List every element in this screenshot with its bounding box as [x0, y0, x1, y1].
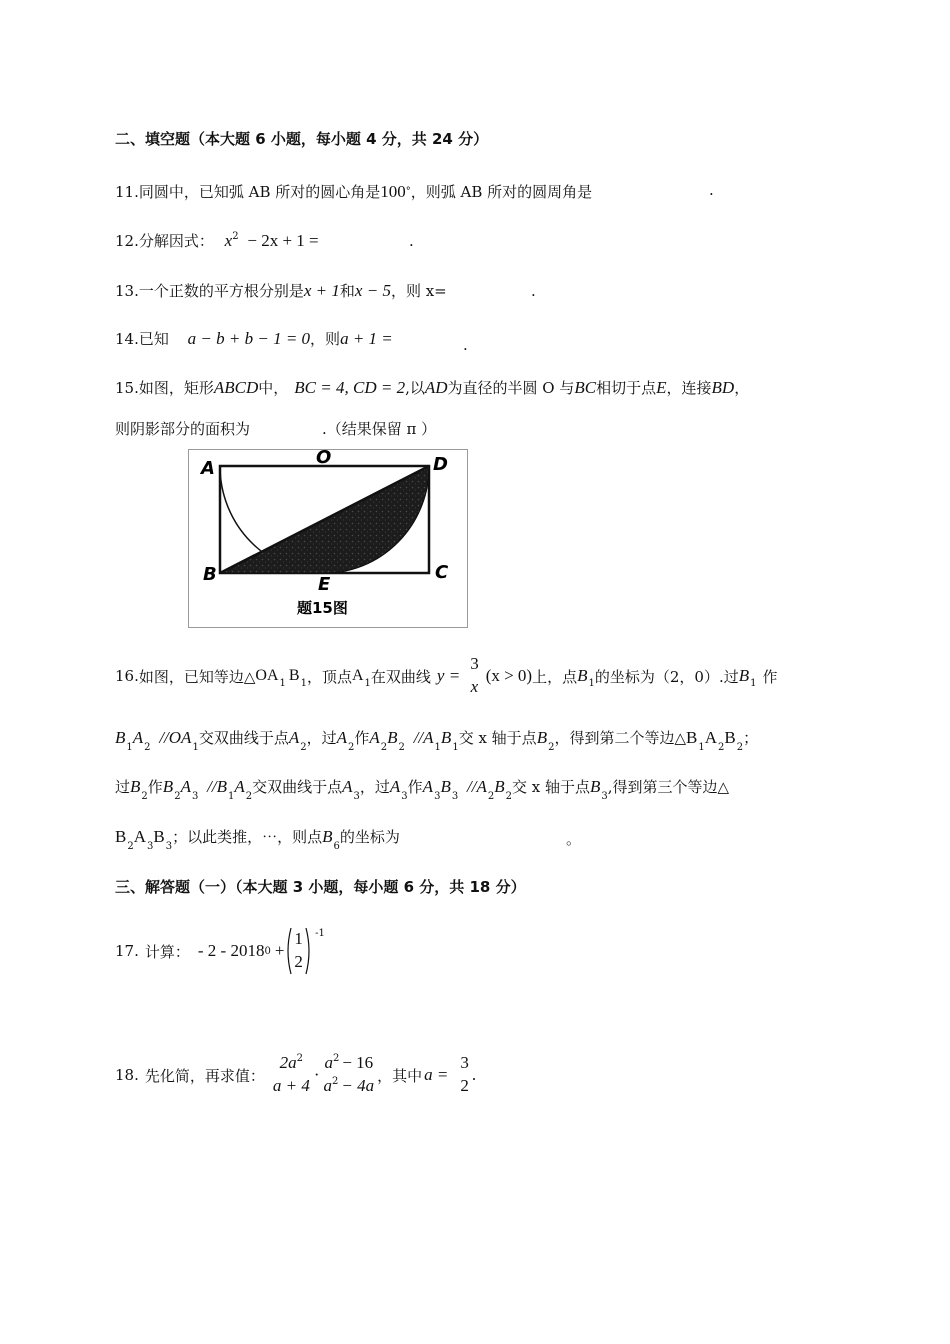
q16-sub: 1 [227, 791, 235, 802]
q12-number: 12. [115, 232, 139, 250]
q16-text: 上，点 [532, 667, 578, 686]
q15-bd: BD [711, 378, 735, 397]
q16-text: ，顶点 [306, 667, 352, 686]
q18-f2-num-exp: 2 [332, 1053, 340, 1065]
question-16-line-4 [115, 826, 400, 852]
q16-b: B [440, 777, 451, 796]
q17-fraction [294, 928, 303, 974]
q16-text: 的坐标为 [339, 828, 400, 846]
q16-b: B [724, 728, 736, 747]
q16-a: A [423, 728, 434, 747]
q15-abcd: ABCD [213, 378, 259, 397]
label-c: C [435, 562, 449, 583]
section-2-heading: 二、填空题（本大题 6 小题，每小题 4 分，共 24 分） [115, 130, 489, 148]
q15-bc: BC [574, 378, 597, 397]
q14-expression2: a + 1 = [340, 329, 393, 348]
q18-value-numerator: 3 [460, 1053, 469, 1073]
q16-sub: 3 [451, 791, 459, 802]
q18-value-fraction [460, 1052, 469, 1098]
q16-sub: 2 [736, 742, 744, 753]
q11-number: 11. [115, 183, 139, 201]
q17-right-paren [305, 926, 313, 976]
q14-expression: a − b + b − 1 = 0 [187, 329, 311, 348]
label-o: O [316, 450, 332, 468]
q18-fraction-2 [324, 1052, 375, 1098]
q16-a: A [180, 777, 191, 796]
label-b: B [203, 564, 217, 585]
q17-fraction-numerator: 1 [294, 929, 303, 949]
q14-text: 已知 [138, 330, 169, 348]
q18-text2: ，其中 [377, 1066, 423, 1085]
q13-end: . [531, 282, 536, 300]
q18-value-denominator: 2 [460, 1076, 469, 1095]
q16-sub: 2 [380, 742, 388, 753]
q16-sub: 3 [434, 791, 441, 802]
q17-expression: - 2 - 2018 [197, 941, 265, 960]
q13-expr2: x − 5 [354, 281, 391, 300]
q15-number: 15. [115, 379, 139, 397]
q16-b: B [216, 777, 227, 796]
q17-exponent: -1 [315, 928, 325, 939]
q16-b: B [589, 777, 601, 796]
q18-number: 18. [115, 1066, 139, 1084]
q16-sub: 1 [126, 742, 133, 753]
q16-text: 如图，已知等边△ [138, 667, 256, 686]
q16-sub: 1 [434, 742, 441, 753]
q16-sub: 1 [750, 677, 757, 689]
q16-text: ，过 [359, 778, 390, 796]
question-16-line-3 [115, 776, 730, 802]
q16-a: A [704, 728, 717, 747]
q12-text: 分解因式： [138, 232, 214, 250]
q16-b1: B [577, 666, 588, 685]
q15-text: ，连接 [666, 379, 712, 397]
figure-15 [188, 449, 468, 628]
q16-text: 作 [354, 729, 370, 747]
q17-number: 17. [115, 942, 139, 960]
q16-a: A [132, 728, 144, 747]
q16-sub: 2 [505, 791, 512, 802]
q18-a-equals: a = [424, 1065, 449, 1084]
q16-a: A [336, 728, 347, 747]
q14-text2: ，则 [310, 330, 341, 348]
q16-y-equals: y = [436, 666, 461, 685]
q16-text: 交 x 轴于点 [458, 729, 537, 747]
q16-sub: 2 [487, 791, 495, 802]
question-12 [115, 230, 319, 251]
q13-expr1: x + 1 [303, 281, 340, 300]
q17-left-paren [284, 926, 292, 976]
q16-b1: B [738, 666, 750, 685]
q16-a: A [422, 777, 434, 796]
q15-ad: AD [424, 378, 448, 397]
q16-fraction [470, 653, 479, 699]
q16-sub: 2 [144, 742, 151, 753]
q16-sub: 2 [141, 791, 148, 802]
q11-end: . [709, 181, 714, 199]
q16-sub: 3 [401, 791, 408, 802]
q16-oa: OA [168, 728, 192, 747]
q16-sub: 6 [333, 841, 340, 852]
q16-b: B [130, 777, 141, 796]
q16-b: B [387, 728, 398, 747]
q16-sub: 1 [698, 742, 705, 753]
q15-text: 为直径的半圆 O 与 [447, 379, 575, 397]
q16-sub: 2 [174, 791, 181, 802]
q15-text: ， [734, 379, 750, 397]
q16-sub: 1 [452, 742, 459, 753]
q18-text: 先化简，再求值： [144, 1066, 265, 1085]
q16-b: B [153, 827, 165, 846]
q16-text: 交 x 轴于点 [511, 778, 590, 796]
q16-b: B [322, 827, 333, 846]
q16-a: A [351, 667, 364, 684]
q13-number: 13. [115, 282, 139, 300]
label-e: E [318, 574, 331, 595]
question-17 [115, 922, 325, 980]
q16-sub: 3 [601, 791, 608, 802]
question-16-line-2 [115, 727, 759, 753]
q16-text: 过 [115, 778, 131, 796]
figure-15-diagram [189, 450, 467, 627]
q16-condition: (x > 0) [485, 666, 533, 685]
q16-b: B [686, 728, 698, 747]
q16-b: B [536, 728, 548, 747]
q16-text: ,得到第三个等边△ [607, 778, 730, 796]
q16-a: A [342, 777, 353, 796]
q16-text: ；以此类推，⋯，则点 [172, 828, 323, 846]
q16-sub: 1 [588, 677, 595, 689]
q13-and: 和 [339, 282, 355, 300]
q16-text: 在双曲线 [370, 667, 431, 686]
q16-sub: 3 [353, 791, 360, 802]
q18-dot: · [313, 1065, 320, 1084]
q16-b: B [115, 728, 126, 747]
q12-end: . [409, 232, 414, 250]
label-d: D [433, 454, 448, 475]
q18-f2-num-b: − 16 [342, 1053, 374, 1073]
label-a: A [201, 458, 215, 479]
q16-text: 作 [147, 778, 163, 796]
question-14 [115, 328, 393, 349]
q16-a: A [133, 827, 146, 846]
q16-a: A [389, 777, 401, 796]
figure-caption: 题15图 [297, 599, 348, 617]
q16-sub: 2 [127, 841, 134, 852]
q16-a: A [234, 777, 245, 796]
q18-end: . [471, 1065, 477, 1084]
q16-sub: 3 [165, 841, 173, 852]
q16-sub: 1 [300, 677, 307, 689]
q15-e: E [656, 378, 667, 397]
q16-a: A [476, 777, 487, 796]
q18-f1-denominator: a + 4 [272, 1076, 310, 1095]
q15-text: 中， [258, 379, 289, 397]
q16-b: B [440, 728, 452, 747]
q16-sub: 2 [548, 742, 555, 753]
question-11 [115, 181, 592, 202]
q16-text: 的坐标为（2，0）.过 [594, 667, 739, 686]
q16-b: B [288, 667, 300, 684]
q15-line2-start: 则阴影部分的面积为 [115, 420, 251, 438]
q17-text: 计算： [144, 942, 190, 961]
q18-f2-den-exp: 2 [332, 1076, 339, 1087]
q16-text: 交双曲线于点 [252, 778, 343, 796]
q16-sub: 1 [192, 742, 199, 753]
q18-f1-exponent: 2 [296, 1053, 304, 1065]
q11-text2: ，则弧 AB 所对的圆周角是 [410, 183, 593, 201]
q16-text: ，得到第二个等边△ [554, 729, 686, 747]
q17-zero-exponent: 0 [264, 945, 271, 957]
q14-end: . [463, 336, 468, 354]
q16-sub: 2 [348, 742, 355, 753]
q16-sub: 2 [398, 742, 405, 753]
q16-b: B [115, 827, 127, 846]
q16-sub: 2 [718, 742, 725, 753]
q15-line2-end: .（结果保留 π ） [322, 420, 437, 438]
q16-sub: 2 [300, 742, 307, 753]
q16-text: 作 [407, 778, 423, 796]
q18-f2-num-a: a [324, 1053, 333, 1073]
q16-text: ，过 [306, 729, 337, 747]
q16-end: 。 [566, 830, 582, 848]
q11-degree: 100 [380, 182, 406, 201]
q15-text: 如图，矩形 [138, 379, 214, 397]
q11-text: 同圆中，已知弧 AB 所对的圆心角是 [138, 183, 381, 201]
q18-f2-den-b: − 4a [341, 1076, 375, 1095]
q16-fraction-denominator: x [470, 677, 479, 696]
q16-sub: 1 [279, 677, 286, 689]
question-15-line-1 [115, 377, 749, 398]
q16-number: 16. [115, 667, 139, 685]
q16-a: A [288, 728, 300, 747]
q13-text: 一个正数的平方根分别是 [138, 282, 304, 300]
question-13 [115, 280, 447, 301]
q16-sub: 1 [364, 677, 371, 689]
q12-exponent: 2 [232, 231, 239, 242]
q17-fraction-denominator: 2 [294, 952, 303, 971]
q11-degree-sign: ° [405, 186, 411, 197]
q18-fraction-1 [273, 1052, 310, 1098]
q16-sub: 3 [147, 841, 154, 852]
q17-plus: + [274, 941, 285, 960]
q17-paren-group [284, 926, 325, 976]
q16-parallel: // [159, 728, 169, 747]
q16-text: ； [743, 729, 759, 747]
q16-parallel: // [207, 777, 217, 796]
q12-x: x [224, 231, 233, 250]
q16-oa: OA [255, 667, 279, 684]
q15-text: 相切于点 [596, 379, 657, 397]
q16-b: B [162, 777, 174, 796]
q16-parallel: // [466, 777, 477, 796]
question-18 [115, 1048, 476, 1102]
q12-expression: − 2x + 1 = [247, 231, 319, 250]
question-16-line-1 [115, 652, 778, 700]
q16-parallel: // [413, 728, 424, 747]
q13-text2: ，则 x= [390, 282, 447, 300]
q16-fraction-numerator: 3 [470, 654, 479, 674]
q18-f1-numerator: 2a [279, 1053, 297, 1073]
q15-text: ,以 [405, 379, 425, 397]
q16-b: B [494, 777, 505, 796]
q16-text: 作 [762, 667, 778, 686]
q16-sub: 3 [191, 791, 199, 802]
q16-sub: 2 [245, 791, 253, 802]
section-3-heading: 三、解答题（一）（本大题 3 小题，每小题 6 分，共 18 分） [115, 878, 526, 896]
q18-f2-den-a: a [323, 1076, 333, 1095]
q16-a: A [369, 728, 380, 747]
q14-number: 14. [115, 330, 139, 348]
q16-text: 交双曲线于点 [198, 729, 289, 747]
q15-condition: BC = 4, CD = 2 [294, 378, 406, 397]
